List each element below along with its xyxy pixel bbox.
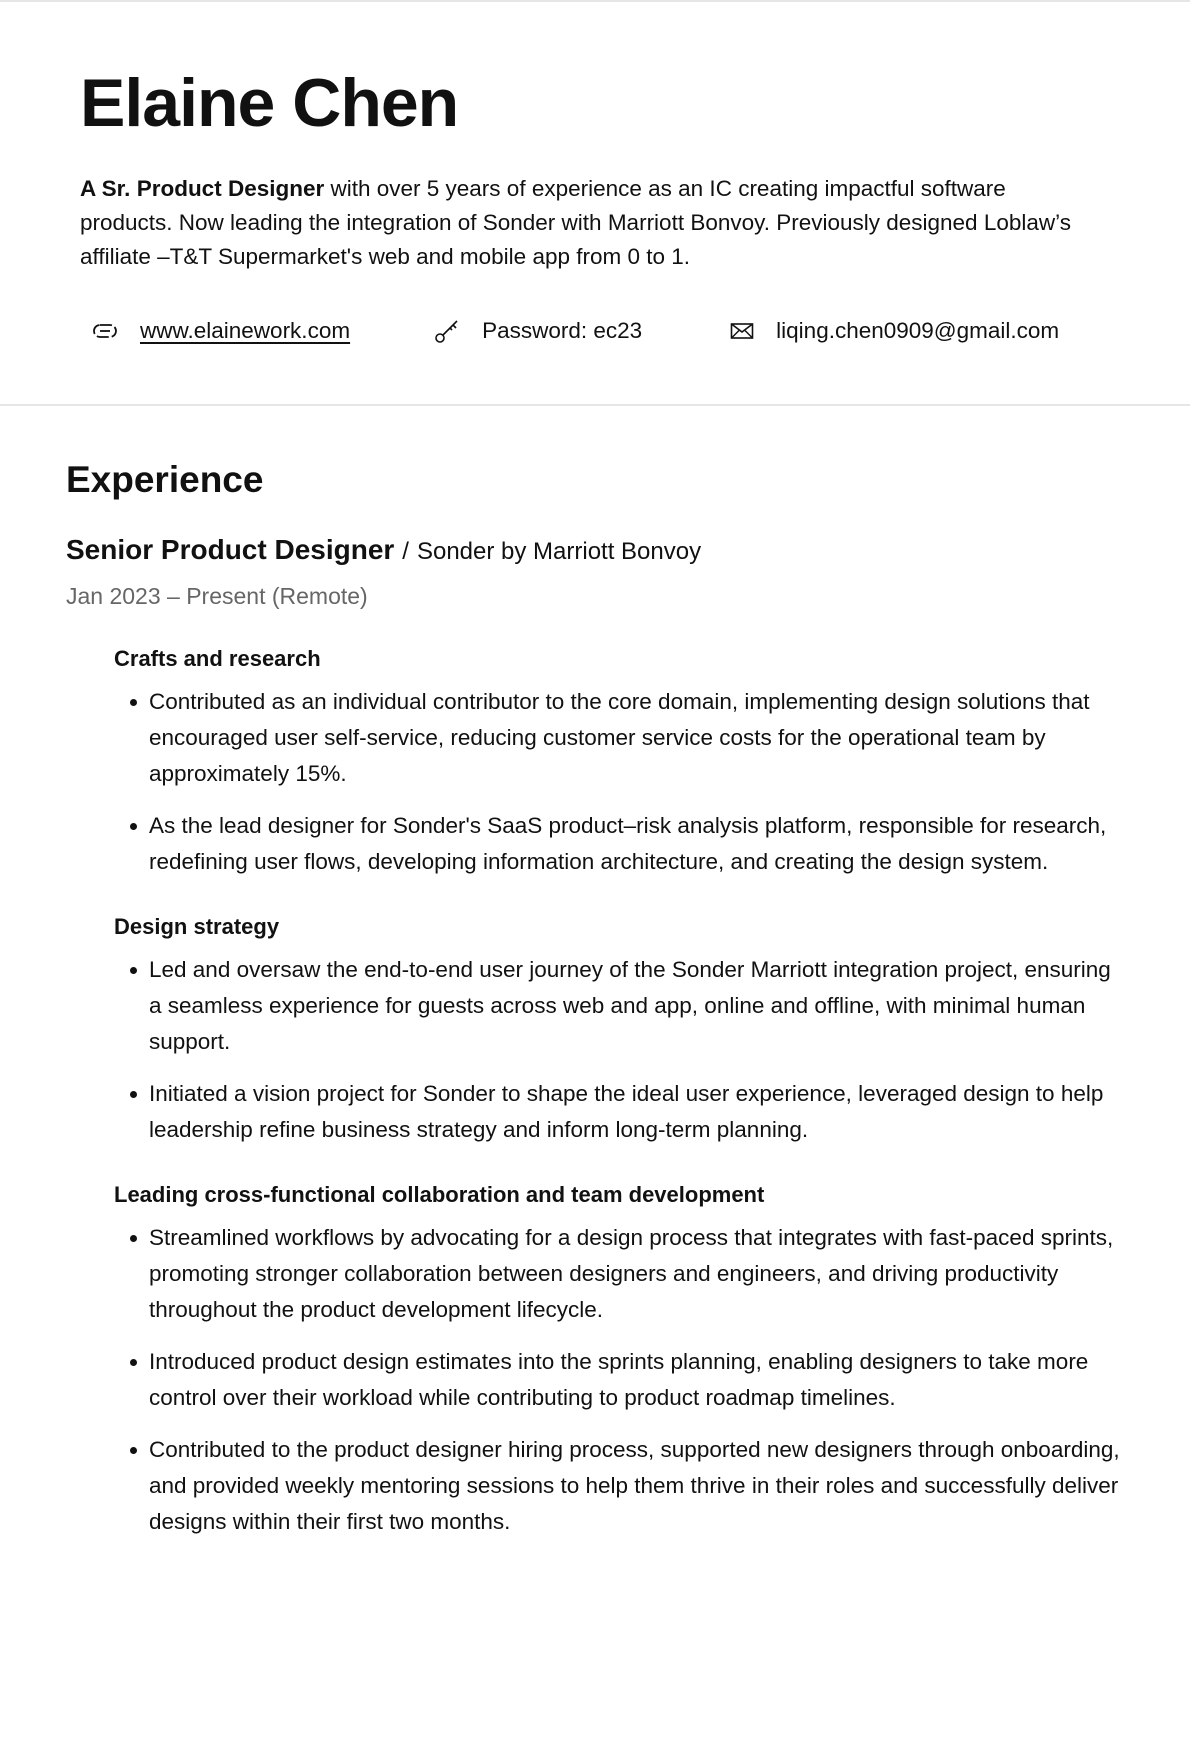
summary-role: A Sr. Product Designer xyxy=(80,176,325,201)
bullet-item: Streamlined workflows by advocating for a design process that integrates with fast-paced sprints, promoting stronger collaboration between designers and engineers, and driving productivity throughout the product development lifecycle. xyxy=(114,1220,1124,1328)
group-design-strategy xyxy=(114,912,1124,1148)
name-heading: Elaine Chen xyxy=(80,65,459,141)
bullet-item: Contributed to the product designer hiring process, supported new designers through onboarding, and provided weekly mentoring sessions to help them thrive in their roles and successfully deliver designs within their first two months. xyxy=(114,1432,1124,1540)
group-collaboration xyxy=(114,1180,1124,1540)
group-title: Design strategy xyxy=(114,914,280,939)
separator: / xyxy=(402,538,409,565)
link-icon xyxy=(92,322,118,340)
job-header xyxy=(66,532,1124,570)
company: Sonder by Marriott Bonvoy xyxy=(416,538,702,565)
key-icon xyxy=(434,318,460,344)
resume-header xyxy=(0,2,1190,406)
group-title: Crafts and research xyxy=(114,646,321,671)
contact-email xyxy=(730,318,1059,344)
summary xyxy=(80,172,1090,274)
bullet-item: Contributed as an individual contributor to the core domain, implementing design solutions that encouraged user self-service, reducing customer service costs for the operational team by approximately 15%. xyxy=(114,684,1124,792)
email-text[interactable]: liqing.chen0909@gmail.com xyxy=(776,318,1060,343)
experience-heading: Experience xyxy=(66,459,264,500)
password-text: Password: ec23 xyxy=(482,318,643,343)
mail-icon xyxy=(730,322,754,340)
bullet-item: Initiated a vision project for Sonder to shape the ideal user experience, leveraged design to help leadership refine business strategy and inform long-term planning. xyxy=(114,1076,1124,1148)
website-link[interactable]: www.elainework.com xyxy=(140,318,351,343)
bullet-item: Led and oversaw the end-to-end user journey of the Sonder Marriott integration project, ensuring a seamless experience for guests across web and app, online and offline, with minimal human support. xyxy=(114,952,1124,1060)
bullet-item: As the lead designer for Sonder's SaaS product–risk analysis platform, responsible for research, redefining user flows, developing information architecture, and creating the design system. xyxy=(114,808,1124,880)
contact-website xyxy=(92,318,350,344)
summary-text: with over 5 years of experience as an IC creating impactful software products. Now leading the integration of Sonder with Marriott Bonvoy. Previously designed Loblaw’s affiliate –T&T Supermarket's web and mobile app from 0 to 1. xyxy=(80,176,1071,269)
contact-row xyxy=(80,318,1110,344)
contact-password xyxy=(434,318,642,344)
bullet-item: Introduced product design estimates into the sprints planning, enabling designers to take more control over their workload while contributing to product roadmap timelines. xyxy=(114,1344,1124,1416)
group-title: Leading cross-functional collaboration and team development xyxy=(114,1182,765,1207)
group-crafts-research xyxy=(114,644,1124,880)
job-dates: Jan 2023 – Present (Remote) xyxy=(66,583,368,609)
job-title: Senior Product Designer xyxy=(66,534,395,565)
experience-section xyxy=(0,406,1190,1540)
